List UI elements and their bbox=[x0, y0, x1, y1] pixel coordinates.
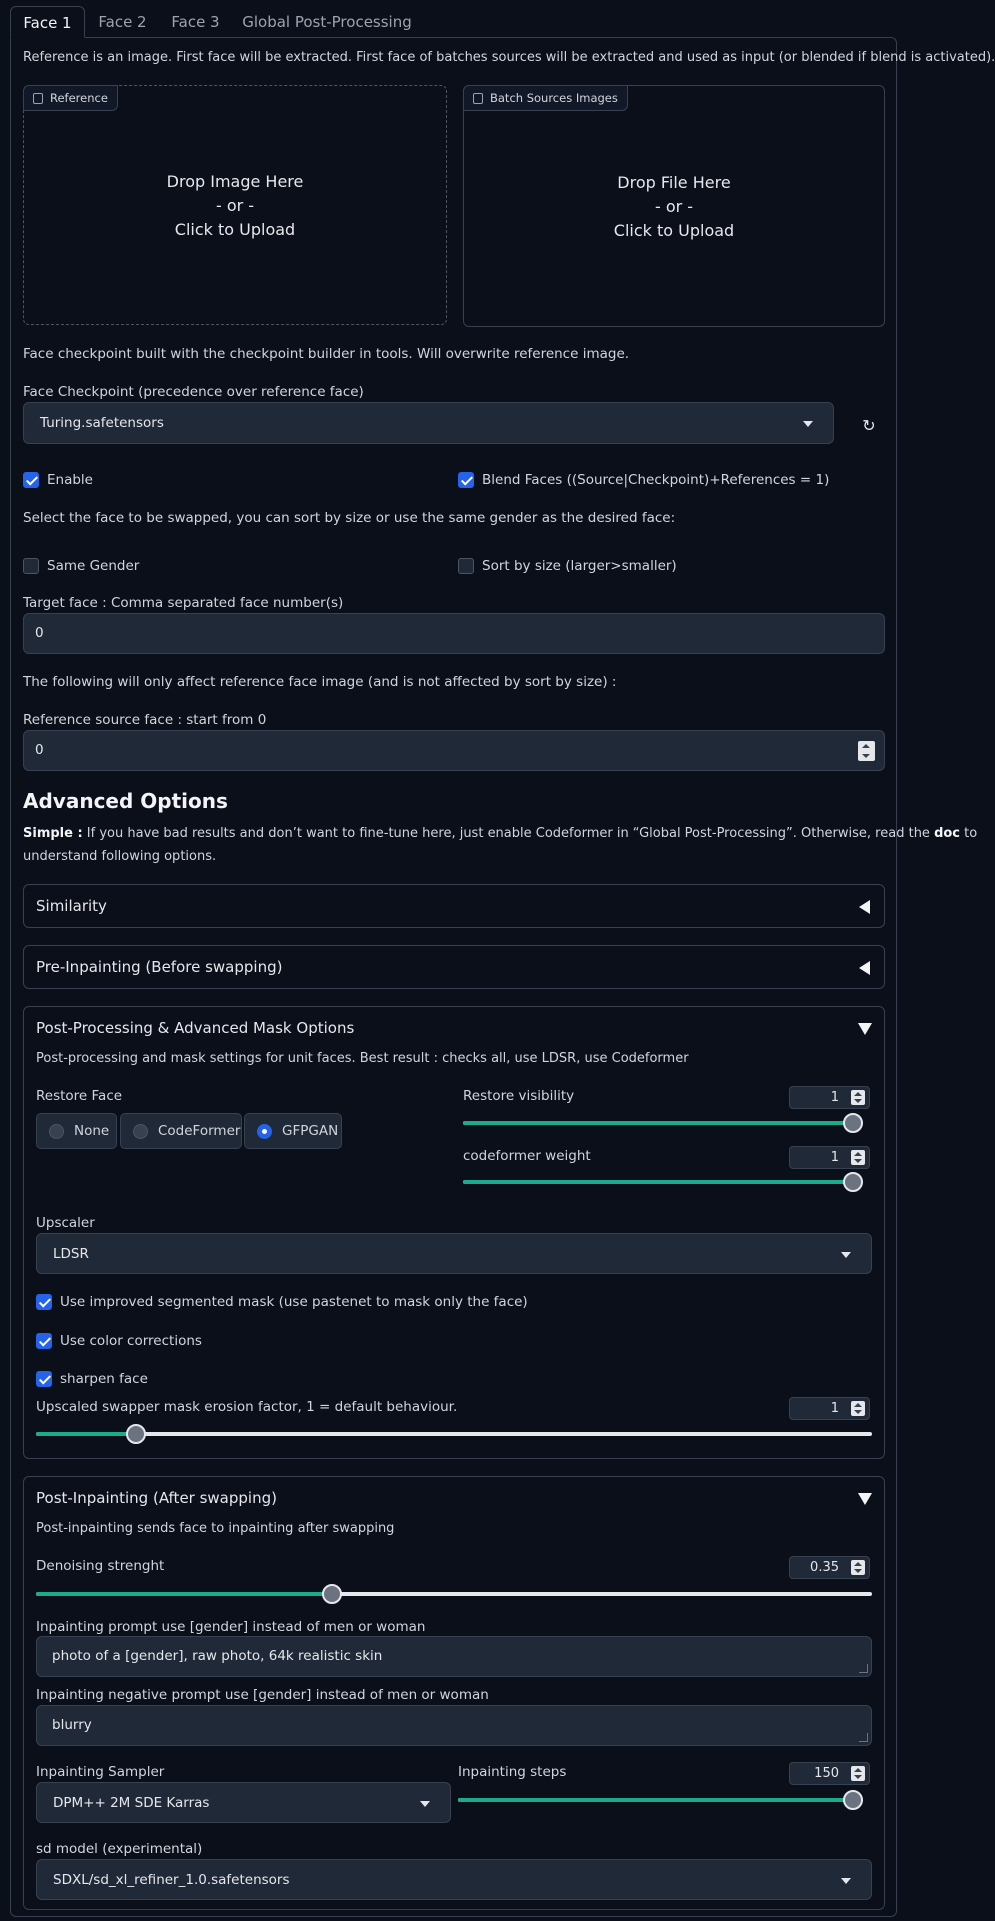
inpainting-negative-prompt-textarea[interactable]: blurry bbox=[36, 1705, 872, 1746]
tab-face-1[interactable]: Face 1 bbox=[10, 6, 85, 38]
inpainting-sampler-label: Inpainting Sampler bbox=[36, 1764, 165, 1780]
erosion-slider[interactable] bbox=[36, 1424, 872, 1444]
reference-drop-line1: Drop Image Here bbox=[166, 172, 304, 191]
target-face-input[interactable]: 0 bbox=[23, 613, 885, 654]
target-face-label: Target face : Comma separated face number(s) bbox=[23, 595, 344, 611]
advanced-simple-line2: understand following options. bbox=[23, 849, 217, 864]
restore-face-label: Restore Face bbox=[36, 1088, 123, 1104]
expand-down-icon[interactable] bbox=[858, 1493, 872, 1505]
batch-drop-line1: Drop File Here bbox=[617, 173, 731, 192]
stepper-icon[interactable] bbox=[858, 741, 875, 761]
erosion-label: Upscaled swapper mask erosion factor, 1 = default behaviour. bbox=[36, 1399, 458, 1415]
advanced-simple-line: Simple : If you have bad results and don’t want to fine-tune here, just enable Codeformer in “Global Post-Processing”. Otherwise, read the doc to bbox=[23, 826, 978, 841]
batch-label: Batch Sources Images bbox=[463, 85, 628, 111]
inpainting-steps-slider[interactable] bbox=[458, 1790, 863, 1810]
restore-face-option-gfpgan[interactable]: GFPGAN bbox=[244, 1113, 342, 1149]
intro-text: Reference is an image. First face will be extracted. First face of batches sources will be extracted and used as input (or blended if blend is activated). bbox=[23, 50, 995, 65]
chevron-down-icon bbox=[420, 1801, 430, 1807]
checkpoint-label: Face Checkpoint (precedence over reference face) bbox=[23, 384, 364, 400]
doc-link[interactable]: doc bbox=[934, 826, 961, 841]
sd-model-select[interactable]: SDXL/sd_xl_refiner_1.0.safetensors bbox=[36, 1859, 872, 1900]
tab-face-2[interactable]: Face 2 bbox=[98, 13, 147, 31]
sharpen-face-label: sharpen face bbox=[60, 1371, 148, 1387]
sd-model-label: sd model (experimental) bbox=[36, 1841, 203, 1857]
similarity-accordion[interactable] bbox=[23, 884, 885, 928]
denoising-number[interactable]: 0.35 bbox=[789, 1556, 870, 1579]
batch-drop-line2: - or - bbox=[654, 197, 694, 216]
color-corrections-label: Use color corrections bbox=[60, 1333, 202, 1349]
stepper-icon[interactable] bbox=[851, 1401, 865, 1416]
ref-source-input[interactable]: 0 bbox=[23, 730, 885, 771]
segmented-mask-label: Use improved segmented mask (use pastenet to mask only the face) bbox=[60, 1294, 528, 1310]
reference-drop-line2: - or - bbox=[215, 196, 255, 215]
same-gender-label: Same Gender bbox=[47, 558, 140, 574]
radio-icon bbox=[133, 1124, 148, 1139]
post-inpainting-desc: Post-inpainting sends face to inpainting after swapping bbox=[36, 1521, 395, 1536]
restore-face-option-codeformer[interactable]: CodeFormer bbox=[120, 1113, 242, 1149]
advanced-options-title: Advanced Options bbox=[23, 789, 228, 813]
stepper-icon[interactable] bbox=[851, 1560, 865, 1575]
restore-visibility-number[interactable]: 1 bbox=[789, 1086, 870, 1109]
stepper-icon[interactable] bbox=[851, 1766, 865, 1781]
codeformer-weight-label: codeformer weight bbox=[463, 1148, 591, 1164]
stepper-icon[interactable] bbox=[851, 1150, 865, 1165]
enable-checkbox[interactable] bbox=[23, 472, 39, 488]
similarity-title: Similarity bbox=[36, 897, 107, 915]
tab-face-3[interactable]: Face 3 bbox=[171, 13, 220, 31]
blend-faces-label: Blend Faces ((Source|Checkpoint)+References = 1) bbox=[482, 472, 830, 488]
checkpoint-select[interactable]: Turing.safetensors bbox=[23, 402, 834, 444]
codeformer-weight-number[interactable]: 1 bbox=[789, 1146, 870, 1169]
segmented-mask-checkbox[interactable] bbox=[36, 1294, 52, 1310]
inpainting-prompt-label: Inpainting prompt use [gender] instead of men or woman bbox=[36, 1619, 426, 1635]
chevron-down-icon bbox=[803, 421, 813, 427]
slider-thumb[interactable] bbox=[322, 1584, 342, 1604]
ref-source-label: Reference source face : start from 0 bbox=[23, 712, 267, 728]
enable-label: Enable bbox=[47, 472, 93, 488]
post-processing-desc: Post-processing and mask settings for unit faces. Best result : checks all, use LDSR, use Codeformer bbox=[36, 1051, 689, 1066]
select-note: Select the face to be swapped, you can sort by size or use the same gender as the desired face: bbox=[23, 510, 676, 526]
blend-faces-checkbox[interactable] bbox=[458, 472, 474, 488]
chevron-down-icon bbox=[841, 1878, 851, 1884]
post-inpainting-title[interactable]: Post-Inpainting (After swapping) bbox=[36, 1489, 277, 1507]
reference-dropzone[interactable] bbox=[23, 85, 447, 325]
expand-down-icon[interactable] bbox=[858, 1023, 872, 1035]
checkpoint-note: Face checkpoint built with the checkpoint builder in tools. Will overwrite reference image. bbox=[23, 346, 630, 362]
inpainting-steps-label: Inpainting steps bbox=[458, 1764, 567, 1780]
denoising-slider[interactable] bbox=[36, 1584, 872, 1604]
erosion-number[interactable]: 1 bbox=[789, 1397, 870, 1420]
batch-drop-line3: Click to Upload bbox=[613, 221, 735, 240]
slider-thumb[interactable] bbox=[126, 1424, 146, 1444]
tab-global-post-processing[interactable]: Global Post-Processing bbox=[242, 13, 412, 31]
upscaler-select[interactable]: LDSR bbox=[36, 1233, 872, 1274]
sharpen-face-checkbox[interactable] bbox=[36, 1371, 52, 1387]
sort-by-size-checkbox[interactable] bbox=[458, 558, 474, 574]
pre-inpainting-title: Pre-Inpainting (Before swapping) bbox=[36, 958, 283, 976]
color-corrections-checkbox[interactable] bbox=[36, 1333, 52, 1349]
reference-label: Reference bbox=[23, 85, 118, 111]
slider-thumb[interactable] bbox=[843, 1790, 863, 1810]
radio-icon bbox=[49, 1124, 64, 1139]
radio-icon bbox=[257, 1124, 272, 1139]
pre-inpainting-accordion[interactable] bbox=[23, 945, 885, 989]
restore-visibility-label: Restore visibility bbox=[463, 1088, 575, 1104]
reference-drop-line3: Click to Upload bbox=[174, 220, 296, 239]
refresh-icon[interactable]: ↻ bbox=[862, 416, 876, 435]
inpainting-sampler-select[interactable]: DPM++ 2M SDE Karras bbox=[36, 1782, 451, 1823]
inpainting-prompt-textarea[interactable]: photo of a [gender], raw photo, 64k realistic skin bbox=[36, 1636, 872, 1677]
codeformer-weight-slider[interactable] bbox=[463, 1172, 863, 1192]
image-icon bbox=[33, 93, 43, 104]
stepper-icon[interactable] bbox=[851, 1090, 865, 1105]
denoising-label: Denoising strenght bbox=[36, 1558, 165, 1574]
post-processing-title[interactable]: Post-Processing & Advanced Mask Options bbox=[36, 1019, 355, 1037]
inpainting-negative-prompt-label: Inpainting negative prompt use [gender] instead of men or woman bbox=[36, 1687, 489, 1703]
inpainting-steps-number[interactable]: 150 bbox=[789, 1762, 870, 1785]
restore-visibility-slider[interactable] bbox=[463, 1113, 863, 1133]
chevron-down-icon bbox=[841, 1252, 851, 1258]
restore-face-option-none[interactable]: None bbox=[36, 1113, 117, 1149]
batch-dropzone[interactable] bbox=[463, 85, 885, 327]
upscaler-label: Upscaler bbox=[36, 1215, 95, 1231]
collapse-left-icon bbox=[859, 961, 870, 975]
same-gender-checkbox[interactable] bbox=[23, 558, 39, 574]
file-icon bbox=[473, 93, 483, 104]
slider-thumb[interactable] bbox=[843, 1172, 863, 1192]
collapse-left-icon bbox=[859, 900, 870, 914]
ref-note: The following will only affect reference face image (and is not affected by sort by size) : bbox=[23, 674, 617, 690]
slider-thumb[interactable] bbox=[843, 1113, 863, 1133]
sort-by-size-label: Sort by size (larger>smaller) bbox=[482, 558, 677, 574]
